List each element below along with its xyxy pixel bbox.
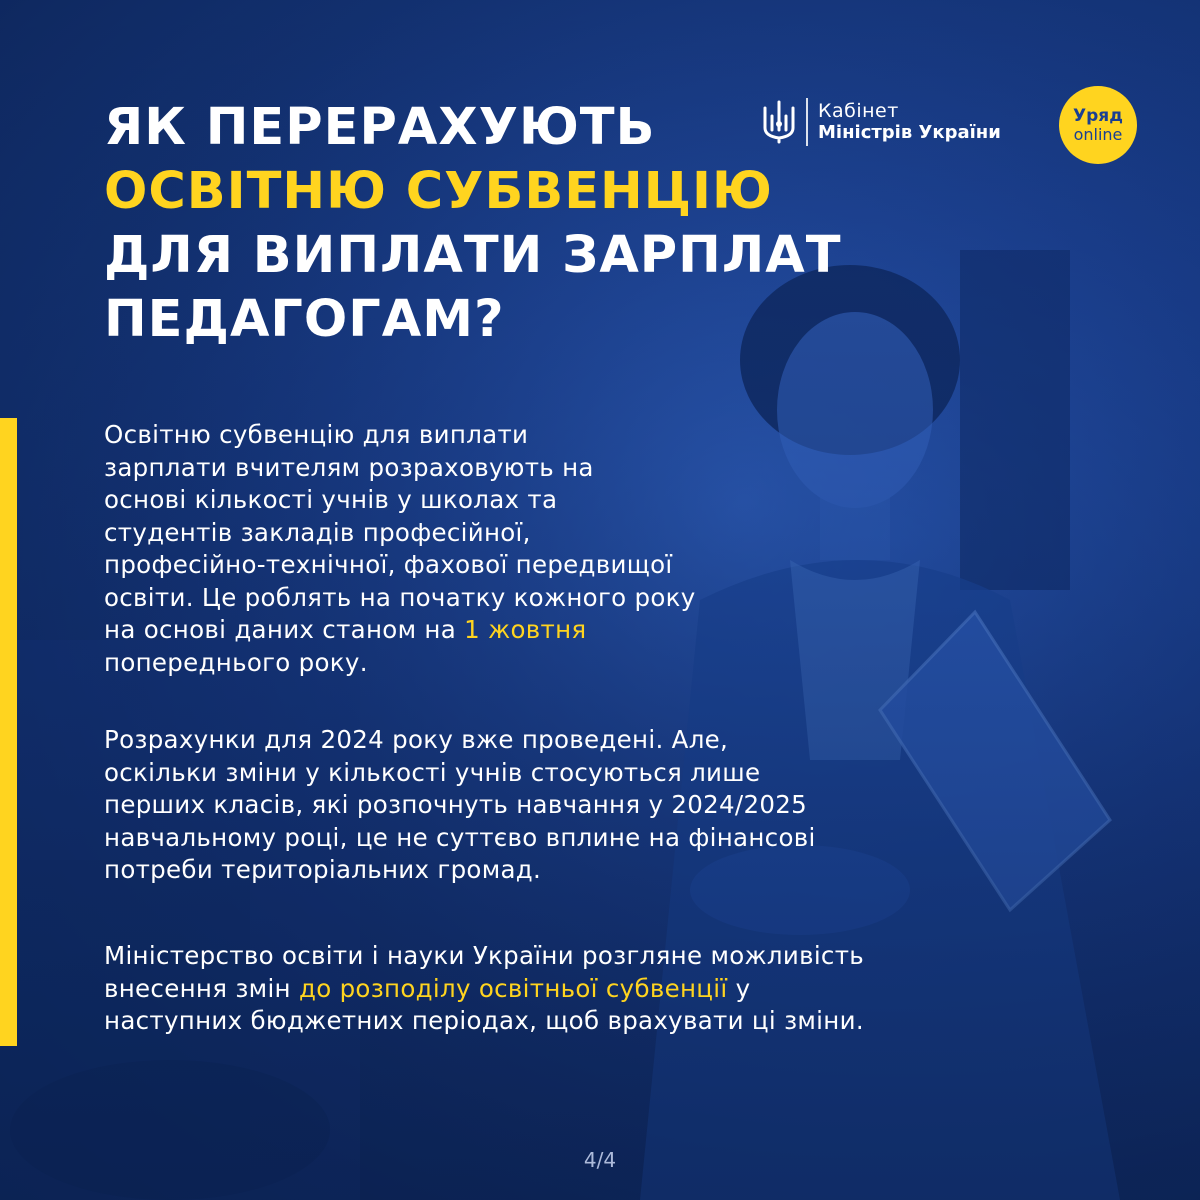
page-title <box>104 96 864 352</box>
paragraph-2-line: оскільки зміни у кількості учнів стосуються лише <box>104 757 761 787</box>
paragraph-1 <box>104 419 696 679</box>
paragraph-2-line: навчальному році, це не суттєво вплине на фінансові <box>104 822 816 852</box>
cabinet-of-ministers-logo <box>762 96 1001 148</box>
trident-icon <box>762 100 796 144</box>
title-line-2-highlight: ОСВІТНЮ СУБВЕНЦІЮ <box>104 162 773 221</box>
subvention-highlight: до розподілу освітньої субвенції <box>298 973 728 1003</box>
paragraph-3 <box>104 940 864 1038</box>
date-highlight: 1 жовтня <box>464 615 587 644</box>
paragraph-1-line <box>104 614 696 647</box>
paragraph-3-line: наступних бюджетних періодах, щоб врахувати ці зміни. <box>104 1006 864 1035</box>
paragraph-2 <box>104 724 816 887</box>
logo-divider <box>806 98 808 146</box>
logo-uryad-line-2: online <box>1073 124 1123 144</box>
paragraph-1-line: основі кількості учнів у школах та <box>104 485 558 514</box>
paragraph-3-line <box>104 973 864 1006</box>
title-line-3: ДЛЯ ВИПЛАТИ ЗАРПЛАТ <box>104 226 842 285</box>
logo-uryad-line-1: Уряд <box>1073 105 1123 126</box>
paragraph-1-line-7-text: на основі даних станом на <box>104 615 465 644</box>
title-line-1: ЯК ПЕРЕРАХУЮТЬ <box>104 98 656 157</box>
paragraph-1-line: професійно-технічної, фахової передвищої <box>104 550 673 579</box>
title-line-4: ПЕДАГОГАМ? <box>104 290 505 349</box>
paragraph-1-line: зарплати вчителям розраховують на <box>104 452 594 482</box>
paragraph-1-line: освіти. Це роблять на початку кожного року <box>104 582 696 612</box>
paragraph-1-line: Освітню субвенцію для виплати <box>104 420 529 449</box>
paragraph-1-line: студентів закладів професійної, <box>104 517 531 547</box>
paragraph-3-line: Міністерство освіти і науки України розгляне можливість <box>104 941 865 970</box>
paragraph-3-line-2-end: у <box>727 973 751 1003</box>
page-number: 4/4 <box>583 1148 617 1172</box>
uryad-online-logo <box>1059 86 1137 164</box>
paragraph-2-line: Розрахунки для 2024 року вже проведені. Але, <box>104 725 729 754</box>
paragraph-3-line-2-text: внесення змін <box>104 973 299 1003</box>
paragraph-2-line: потреби територіальних громад. <box>104 855 542 884</box>
paragraph-2-line: перших класів, які розпочнуть навчання у 2024/2025 <box>104 790 807 819</box>
logo-kmu-line-2: Міністрів України <box>818 122 1001 143</box>
accent-bar <box>0 418 17 1046</box>
paragraph-1-line: попереднього року. <box>104 647 368 677</box>
logo-kmu-line-1: Кабінет <box>818 100 899 122</box>
